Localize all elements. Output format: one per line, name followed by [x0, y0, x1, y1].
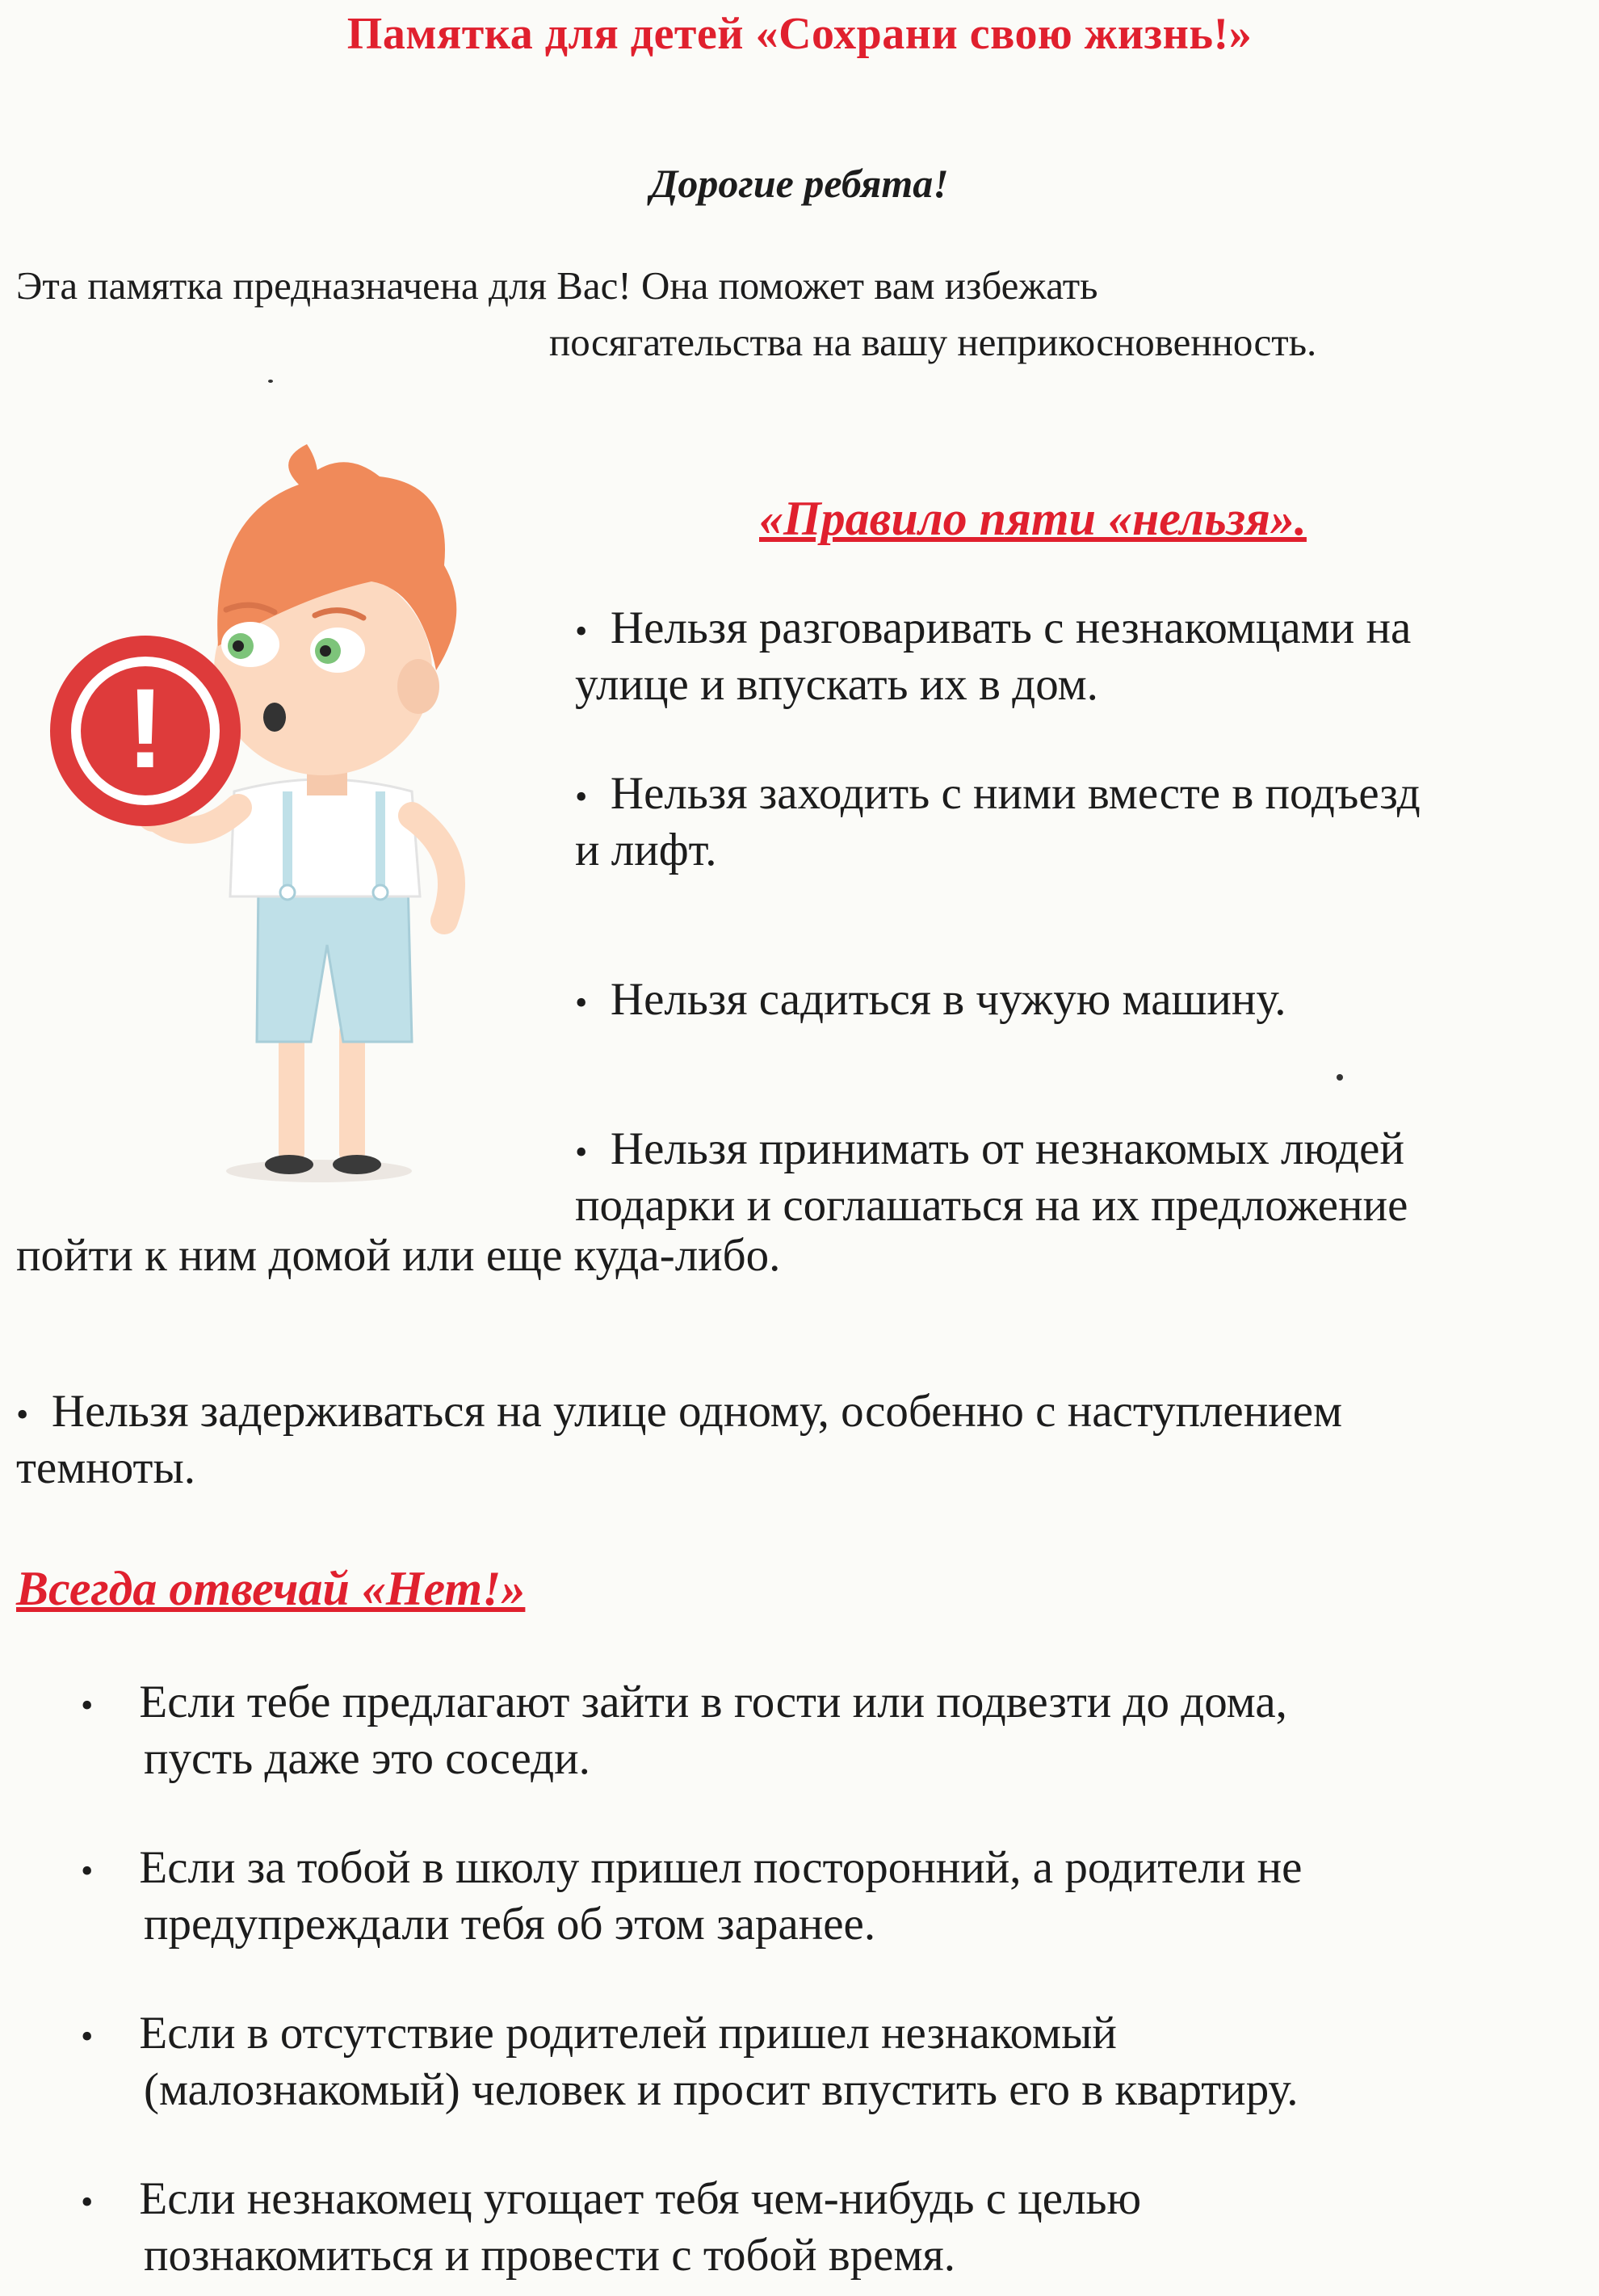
rule-line: темноты.: [16, 1442, 195, 1493]
greeting: Дорогие ребята!: [650, 161, 949, 206]
scan-speck: [1337, 1074, 1343, 1081]
answer-line: Если в отсутствие родителей пришел незнакомый: [139, 2008, 1117, 2059]
section-heading: Всегда отвечай «Нет!»: [16, 1562, 526, 1615]
scan-speck: [268, 380, 273, 383]
rule-line: улице и впускать их в дом.: [575, 659, 1098, 710]
boy-illustration: [32, 428, 549, 1203]
answer-line: Если за тобой в школу пришел посторонний, а родители не: [139, 1842, 1303, 1893]
rule-item-3: [575, 973, 1286, 1030]
bullet: •: [575, 983, 588, 1022]
answer-item-4: [81, 2172, 1141, 2282]
page-title: Памятка для детей «Сохрани свою жизнь!»: [346, 9, 1253, 59]
rule-line: Нельзя задерживаться на улице одному, особенно с наступлением: [51, 1386, 1343, 1437]
answer-item-1: [81, 1676, 1287, 1786]
rule-item-5: [16, 1385, 1342, 1495]
rule-line: Нельзя разговаривать с незнакомцами на: [610, 602, 1412, 653]
rule-item-2: [575, 767, 1421, 877]
rule-line: пойти к ним домой или еще куда-либо.: [16, 1230, 781, 1281]
answer-item-2: [81, 1841, 1302, 1951]
bullet: •: [81, 2182, 94, 2222]
answer-item-3: [81, 2007, 1298, 2117]
bullet: •: [575, 777, 588, 816]
rule-line: Нельзя принимать от незнакомых людей: [610, 1123, 1404, 1174]
intro-line-2: посягательства на вашу неприкосновенность.: [549, 320, 1317, 364]
warning-sign-symbol: !: [126, 665, 165, 791]
answer-line: пусть даже это соседи.: [144, 1733, 590, 1784]
intro-line-1: Эта памятка предназначена для Вас! Она поможет вам избежать: [16, 263, 1098, 308]
bullet: •: [81, 1851, 94, 1891]
rule-line: и лифт.: [575, 825, 717, 875]
bullet: •: [16, 1395, 29, 1434]
rule-item-4: [575, 1123, 1408, 1232]
rule-item-1: [575, 602, 1411, 711]
answer-line: Если тебе предлагают зайти в гости или подвезти до дома,: [139, 1677, 1287, 1727]
bullet: •: [575, 1132, 588, 1172]
rule-line: подарки и соглашаться на их предложение: [575, 1180, 1408, 1231]
answer-line: предупреждали тебя об этом заранее.: [144, 1899, 876, 1950]
rule-line: Нельзя заходить с ними вместе в подъезд: [610, 768, 1421, 819]
bullet: •: [575, 611, 588, 651]
bullet: •: [81, 1685, 94, 1725]
bullet: •: [81, 2017, 94, 2056]
answer-line: (малознакомый) человек и просит впустить его в квартиру.: [144, 2064, 1299, 2115]
boy-holding-warning-sign-icon: [32, 428, 549, 1203]
answer-line: познакомиться и провести с тобой время.: [144, 2230, 956, 2281]
rule-heading: «Правило пяти «нельзя».: [759, 492, 1307, 545]
rule-line: Нельзя садиться в чужую машину.: [610, 974, 1286, 1025]
answer-line: Если незнакомец угощает тебя чем-нибудь с целью: [139, 2173, 1142, 2224]
